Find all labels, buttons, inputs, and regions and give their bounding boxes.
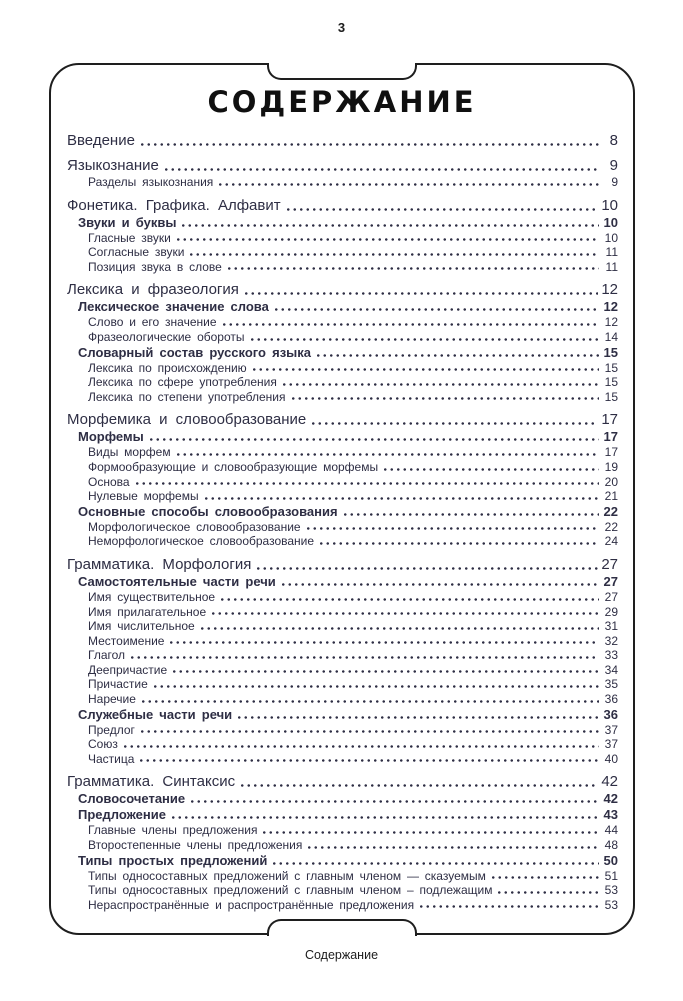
toc-entry (67, 692, 618, 707)
toc-entry-page: 34 (604, 662, 618, 677)
toc-entry (67, 663, 618, 678)
toc-leader-dots (163, 156, 599, 175)
toc-entry-page: 17 (604, 445, 618, 460)
toc-entry-label: Неморфологическое словообразование (88, 534, 315, 549)
toc-entry-label: Основные способы словообразования (78, 503, 338, 519)
toc-entry (67, 375, 618, 390)
toc-entry-page: 42 (601, 773, 618, 791)
toc-entry-label: Введение (67, 132, 135, 149)
toc-entry-label: Союз (88, 737, 118, 752)
toc-entry-page: 29 (604, 604, 618, 619)
page-frame (49, 63, 635, 935)
toc-entry-label: Морфемы (78, 429, 144, 445)
toc-entry (67, 175, 618, 190)
toc-entry-page: 20 (604, 474, 618, 489)
toc-entry (67, 460, 618, 475)
toc-entry-label: Самостоятельные части речи (78, 573, 276, 589)
toc-leader-dots (148, 429, 599, 445)
toc-leader-dots (239, 772, 598, 791)
toc-leader-dots (271, 853, 599, 869)
toc-entry (67, 361, 618, 376)
toc-leader-dots (175, 231, 599, 246)
toc-entry-label: Основа (88, 474, 130, 489)
toc-entry (67, 772, 618, 791)
toc-entry-label: Позиция звука в слове (88, 259, 222, 274)
toc-entry-label: Имя существительное (88, 589, 216, 604)
toc-entry-page: 51 (604, 868, 618, 883)
toc-entry-label: Главные члены предложения (88, 823, 258, 838)
toc-leader-dots (180, 215, 599, 231)
toc-entry (67, 489, 618, 504)
toc-entry (67, 534, 618, 549)
toc-entry-page: 15 (604, 360, 618, 375)
toc-entry-label: Лексика и фразеология (67, 281, 239, 299)
toc-entry (67, 555, 618, 574)
toc-entry-page: 37 (604, 722, 618, 737)
toc-entry-label: Лексика по степени употребления (88, 389, 286, 404)
toc-entry-label: Типы односоставных предложений с главным членом – подлежащим (88, 883, 493, 898)
toc-entry-label: Виды морфем (88, 445, 171, 460)
toc-leader-dots (203, 489, 599, 504)
toc-entry-page: 48 (604, 838, 618, 853)
toc-entry-page: 44 (604, 823, 618, 838)
toc-entry (67, 823, 618, 838)
toc-entry (67, 853, 618, 869)
toc-entry-page: 15 (603, 344, 618, 360)
toc-leader-dots (310, 410, 598, 429)
toc-leader-dots (236, 707, 599, 723)
toc-entry-page: 42 (603, 791, 618, 807)
toc-entry-page: 37 (604, 737, 618, 752)
toc-entry-page: 24 (604, 534, 618, 549)
toc-entry (67, 898, 618, 913)
toc-leader-dots (249, 330, 600, 345)
toc-entry (67, 315, 618, 330)
toc-leader-dots (140, 692, 599, 707)
toc-title: СОДЕРЖАНИЕ (207, 85, 477, 119)
toc-entry (67, 196, 618, 215)
toc-entry-page: 21 (604, 489, 618, 504)
toc-leader-dots (152, 677, 599, 692)
toc-leader-dots (219, 590, 599, 605)
toc-leader-dots (210, 605, 599, 620)
toc-entry-label: Предлог (88, 722, 135, 737)
toc-entry (67, 299, 618, 315)
toc-entry-page: 36 (603, 706, 618, 722)
toc-entry-page: 43 (603, 807, 618, 823)
toc-entry-page: 31 (604, 619, 618, 634)
toc-entry (67, 330, 618, 345)
toc-entry-page: 27 (603, 573, 618, 589)
toc-entry-page: 53 (604, 897, 618, 912)
toc-entry-label: Лексическое значение слова (78, 299, 269, 315)
toc-leader-dots (251, 361, 599, 376)
toc-entry-label: Словосочетание (78, 791, 186, 807)
toc-entry (67, 648, 618, 663)
toc-entry (67, 245, 618, 260)
toc-leader-dots (139, 131, 599, 150)
toc-entry-page: 50 (603, 852, 618, 868)
toc-leader-dots (285, 196, 599, 215)
toc-entry (67, 156, 618, 175)
toc-entry (67, 345, 618, 361)
toc-entry-page: 12 (604, 315, 618, 330)
toc-entry-label: Имя прилагательное (88, 604, 207, 619)
toc-entry (67, 838, 618, 853)
toc-entry-page: 9 (611, 175, 618, 189)
toc-leader-dots (281, 375, 599, 390)
toc-entry-label: Наречие (88, 692, 136, 707)
toc-leader-dots (175, 445, 599, 460)
footer-running-title: Содержание (304, 948, 379, 962)
toc-entry-label: Служебные части речи (78, 706, 233, 722)
toc-entry-label: Морфемика и словообразование (67, 411, 307, 429)
toc-leader-dots (306, 838, 599, 853)
toc-entry-page: 10 (601, 196, 618, 214)
toc-leader-dots (290, 390, 600, 405)
toc-entry (67, 634, 618, 649)
toc-leader-dots (243, 280, 598, 299)
toc-entry-page: 11 (605, 245, 618, 260)
toc-leader-dots (138, 752, 599, 767)
toc-leader-dots (490, 869, 599, 884)
toc-entry (67, 520, 618, 535)
toc-entry (67, 605, 618, 620)
toc-entry (67, 707, 618, 723)
toc-entry-label: Грамматика. Синтаксис (67, 773, 236, 791)
toc-entry (67, 280, 618, 299)
toc-leader-dots (199, 619, 599, 634)
toc-entry-label: Типы односоставных предложений с главным членом — сказуемым (88, 868, 486, 883)
toc-entry-page: 27 (604, 589, 618, 604)
toc-entry (67, 869, 618, 884)
toc-entry-page: 32 (604, 633, 618, 648)
toc-entry-label: Имя числительное (88, 619, 195, 634)
toc-entry-label: Гласные звуки (88, 230, 171, 245)
toc-entry-page: 10 (604, 230, 618, 245)
toc-leader-dots (280, 574, 599, 590)
toc-entry-page: 17 (603, 429, 618, 445)
toc-leader-dots (342, 504, 599, 520)
toc-leader-dots (261, 823, 599, 838)
toc-entry-label: Языкознание (67, 157, 159, 174)
toc-entry (67, 131, 618, 150)
toc-entry-label: Причастие (88, 677, 148, 692)
page-number: 3 (337, 20, 346, 35)
toc-entry (67, 504, 618, 520)
toc-leader-dots (315, 345, 599, 361)
toc-leader-dots (255, 555, 598, 574)
toc-entry-label: Словарный состав русского языка (78, 344, 311, 360)
toc-entry (67, 445, 618, 460)
bottom-tab-notch (267, 919, 417, 936)
toc-entry-page: 12 (603, 299, 618, 315)
toc-leader-dots (170, 807, 599, 823)
toc-leader-dots (418, 898, 599, 913)
toc-entry-page: 14 (604, 329, 618, 344)
toc-entry-page: 17 (601, 411, 618, 429)
toc-entry (67, 677, 618, 692)
toc-entry-page: 27 (601, 555, 618, 573)
toc-entry (67, 429, 618, 445)
toc-entry-page: 12 (601, 281, 618, 299)
toc-entry-page: 9 (609, 157, 618, 174)
toc-entry-label: Морфологическое словообразование (88, 519, 301, 534)
toc-entry-page: 22 (603, 503, 618, 519)
toc-leader-dots (217, 175, 599, 190)
toc-entry-page: 10 (603, 214, 618, 230)
toc-entry-label: Нераспространённые и распространённые предложения (88, 897, 415, 912)
toc-entry-label: Фразеологические обороты (88, 329, 245, 344)
toc-entry-label: Формообразующие и словообразующие морфемы (88, 459, 379, 474)
toc-entry-label: Типы простых предложений (78, 852, 268, 868)
toc-leader-dots (318, 534, 599, 549)
toc-entry (67, 737, 618, 752)
toc-entry (67, 807, 618, 823)
top-tab-notch (267, 63, 417, 80)
toc-leader-dots (139, 723, 599, 738)
toc-entry (67, 590, 618, 605)
toc-leader-dots (168, 634, 599, 649)
toc-leader-dots (188, 245, 599, 260)
toc-entry-label: Лексика по происхождению (88, 360, 247, 375)
toc-entry-page: 19 (604, 459, 618, 474)
toc-leader-dots (273, 299, 599, 315)
toc-entry (67, 883, 618, 898)
toc-entry-label: Лексика по сфере употребления (88, 375, 277, 390)
toc-entry-label: Нулевые морфемы (88, 489, 199, 504)
toc-entry-label: Звуки и буквы (78, 214, 177, 230)
toc-entry (67, 260, 618, 275)
toc-entry-label: Второстепенные члены предложения (88, 838, 303, 853)
toc-leader-dots (226, 260, 599, 275)
toc-leader-dots (189, 791, 599, 807)
toc-leader-dots (496, 883, 599, 898)
toc-entry-label: Местоимение (88, 633, 165, 648)
toc-leader-dots (122, 737, 599, 752)
toc-entry (67, 390, 618, 405)
toc-entry-label: Деепричастие (88, 662, 168, 677)
toc-leader-dots (382, 460, 599, 475)
toc-entry-label: Разделы языкознания (88, 175, 214, 189)
toc-entry-page: 22 (604, 519, 618, 534)
toc-entry (67, 410, 618, 429)
toc-entry-page: 36 (604, 692, 618, 707)
toc-leader-dots (171, 663, 599, 678)
toc-entry-page: 40 (604, 751, 618, 766)
toc-leader-dots (305, 520, 599, 535)
toc-entry (67, 619, 618, 634)
toc-entry-page: 35 (604, 677, 618, 692)
toc-leader-dots (129, 648, 599, 663)
toc-entry-label: Согласные звуки (88, 245, 185, 260)
toc-entry-page: 53 (604, 883, 618, 898)
toc-entry (67, 475, 618, 490)
toc-entry-page: 15 (604, 389, 618, 404)
toc-entry-page: 15 (604, 375, 618, 390)
toc-entry-label: Грамматика. Морфология (67, 555, 252, 573)
toc-leader-dots (221, 315, 599, 330)
toc-entry-label: Предложение (78, 807, 166, 823)
toc-entry (67, 574, 618, 590)
toc-entry-label: Глагол (88, 648, 126, 663)
toc-entry (67, 752, 618, 767)
toc-entry-label: Частица (88, 751, 135, 766)
toc-entry (67, 791, 618, 807)
toc-entry (67, 231, 618, 246)
toc-entry-page: 11 (605, 259, 618, 274)
toc-entry-label: Слово и его значение (88, 315, 217, 330)
toc-entry-page: 33 (604, 648, 618, 663)
toc-entry-page: 8 (609, 132, 618, 149)
toc-entry (67, 215, 618, 231)
toc-entry-label: Фонетика. Графика. Алфавит (67, 196, 281, 214)
toc-list (51, 131, 633, 912)
toc-entry (67, 723, 618, 738)
toc-leader-dots (134, 475, 599, 490)
